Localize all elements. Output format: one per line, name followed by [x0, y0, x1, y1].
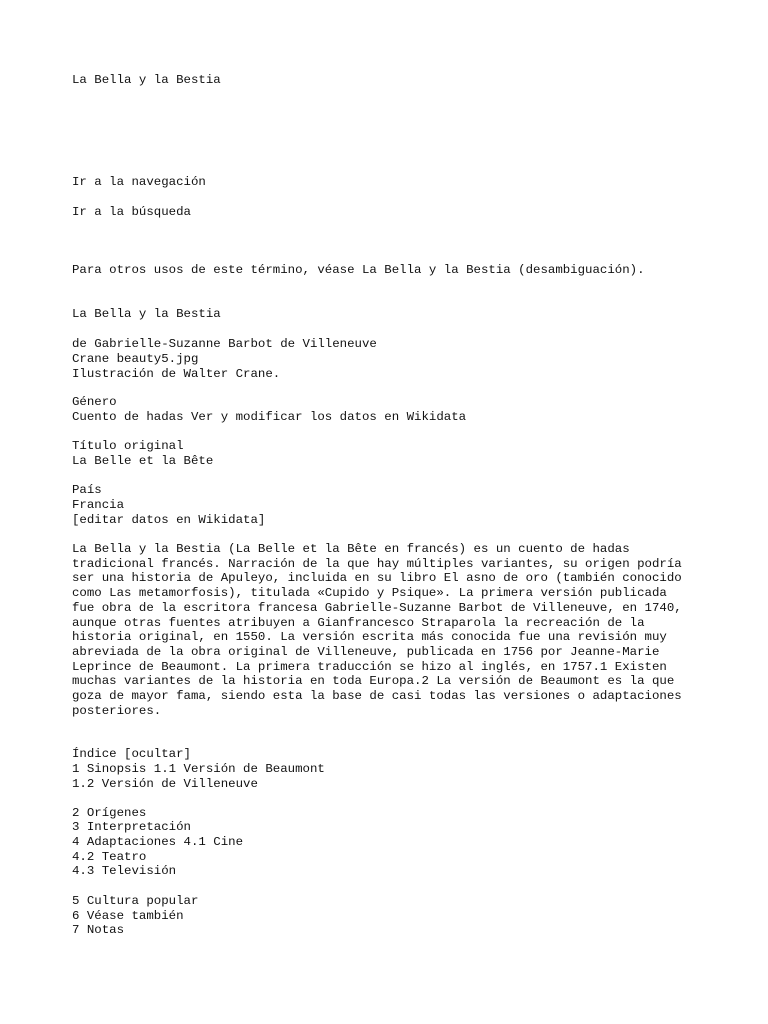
- genre-value: Cuento de hadas Ver y modificar los datos en Wikidata: [72, 410, 467, 424]
- country-label: País: [72, 483, 102, 497]
- original-title-label: Título original: [72, 439, 184, 453]
- intro-line: fue obra de la escritora francesa Gabrielle-Suzanne Barbot de Villeneuve, en 1740,: [72, 600, 682, 615]
- toc-item[interactable]: 4.2 Teatro: [72, 850, 147, 864]
- infobox-image-name: Crane beauty5.jpg: [72, 352, 199, 366]
- toc-item[interactable]: 3 Interpretación: [72, 820, 191, 834]
- genre-label: Género: [72, 395, 117, 409]
- intro-line: goza de mayor fama, siendo esta la base de casi todas las versiones o adaptaciones: [72, 689, 682, 703]
- infobox-heading: La Bella y la Bestia: [72, 307, 221, 321]
- intro-line: aunque otras fuentes atribuyen a Gianfrancesco Straparola la recreación de la: [72, 615, 645, 630]
- infobox-image-caption: Ilustración de Walter Crane.: [72, 367, 281, 381]
- toc-item[interactable]: 1.2 Versión de Villeneuve: [72, 777, 258, 791]
- skip-to-search-link[interactable]: Ir a la búsqueda: [72, 205, 191, 219]
- country-value: Francia: [72, 498, 125, 512]
- toc-item[interactable]: 4.3 Televisión: [72, 864, 177, 878]
- skip-to-navigation-link[interactable]: Ir a la navegación: [72, 175, 206, 189]
- intro-line: historia original, en 1550. La versión escrita más conocida fue una revisión muy: [72, 630, 667, 645]
- page-title: La Bella y la Bestia: [72, 73, 221, 87]
- infobox-author: de Gabrielle-Suzanne Barbot de Villeneuve: [72, 337, 377, 351]
- toc-item[interactable]: 1 Sinopsis 1.1 Versión de Beaumont: [72, 762, 325, 776]
- intro-line: abreviada de la obra original de Villeneuve, publicada en 1756 por Jeanne-Marie: [72, 644, 660, 659]
- toc-header[interactable]: Índice [ocultar]: [72, 747, 191, 761]
- toc-item[interactable]: 4 Adaptaciones 4.1 Cine: [72, 835, 244, 849]
- intro-line: posteriores.: [72, 703, 162, 718]
- edit-wikidata-link[interactable]: [editar datos en Wikidata]: [72, 513, 266, 527]
- intro-line: Leprince de Beaumont. La primera traducción se hizo al inglés, en 1757.1 Existen: [72, 659, 667, 674]
- intro-line: tradicional francés. Narración de la que hay múltiples variantes, su origen podría: [72, 556, 682, 571]
- toc-item[interactable]: 5 Cultura popular: [72, 894, 199, 908]
- toc-item[interactable]: 7 Notas: [72, 923, 125, 937]
- toc-item[interactable]: 2 Orígenes: [72, 806, 147, 820]
- disambiguation-note: Para otros usos de este término, véase La Bella y la Bestia (desambiguación).: [72, 263, 645, 277]
- original-title-value: La Belle et la Bête: [72, 454, 214, 468]
- intro-line: La Bella y la Bestia (La Belle et la Bête en francés) es un cuento de hadas: [72, 542, 630, 556]
- intro-paragraph: [72, 542, 692, 749]
- toc-item[interactable]: 6 Véase también: [72, 909, 184, 923]
- intro-line: muchas variantes de la historia en toda Europa.2 La versión de Beaumont es la que: [72, 674, 675, 689]
- intro-line: ser una historia de Apuleyo, incluida en su libro El asno de oro (también conocido: [72, 571, 682, 586]
- intro-line: como Las metamorfosis), titulada «Cupido y Psique». La primera versión publicada: [72, 586, 667, 601]
